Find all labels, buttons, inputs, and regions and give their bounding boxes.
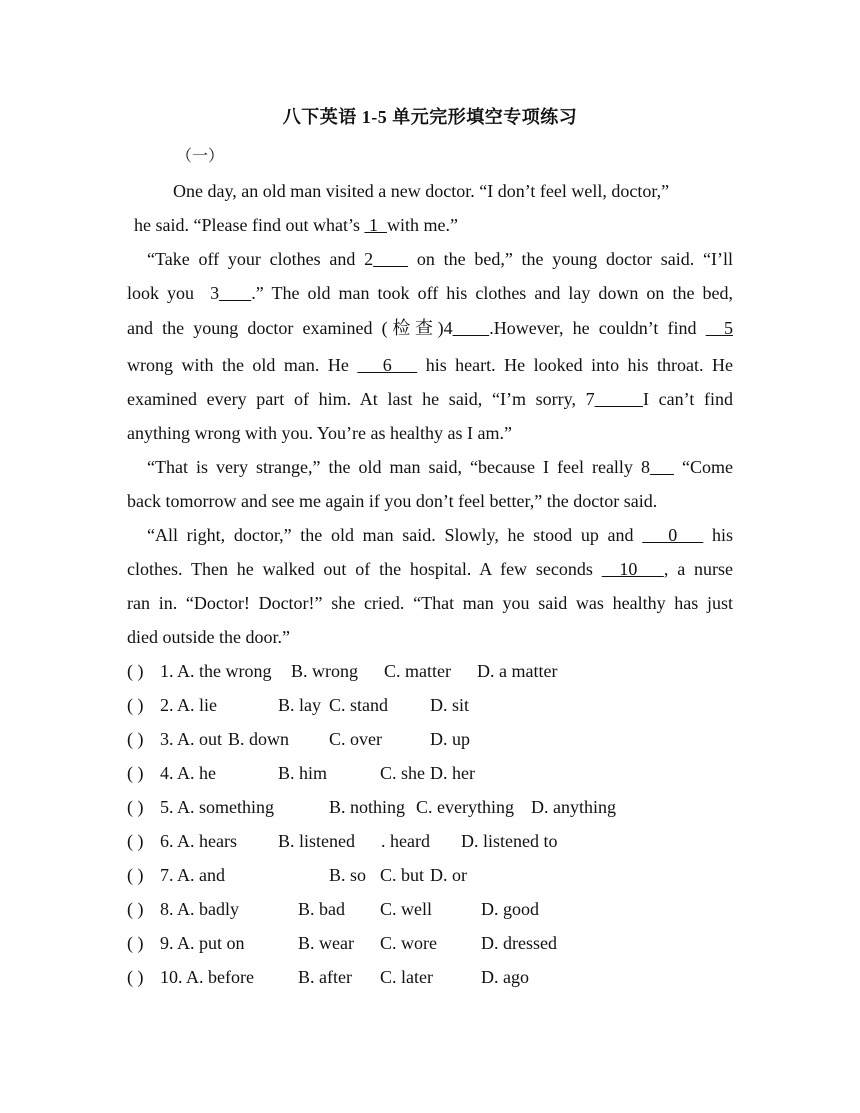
question-option-c: . heard	[381, 831, 430, 851]
passage-line: examined every part of him. At last he said, “I’m sorry, 7 I can’t find	[127, 389, 734, 409]
question-option-c: C. well	[380, 899, 432, 919]
question-option-b: B. down	[228, 729, 290, 749]
question-option-d: D. her	[430, 763, 475, 783]
question-option-b: B. lay	[278, 695, 321, 715]
passage-line: One day, an old man visited a new doctor. “I don’t feel well, doctor,”	[173, 181, 670, 201]
question-option-b: B. after	[298, 967, 352, 987]
passage-line: “All right, doctor,” the old man said. Slowly, he stood up and 0 his	[147, 525, 733, 545]
question-option-b: B. listened	[278, 831, 355, 851]
answer-bracket[interactable]: ( )	[127, 831, 144, 851]
question-option-c: C. wore	[380, 933, 437, 953]
question-option-d: D. anything	[531, 797, 616, 817]
question-option-a: 6. A. hears	[160, 831, 237, 851]
answer-bracket[interactable]: ( )	[127, 797, 144, 817]
question-option-b: B. wear	[298, 933, 354, 953]
answer-bracket[interactable]: ( )	[127, 729, 144, 749]
passage-line: he said. “Please find out what’s 1 with me.”	[134, 215, 458, 235]
question-option-a: 7. A. and	[160, 865, 225, 885]
page-title: 八下英语 1-5 单元完形填空专项练习	[282, 107, 578, 127]
question-option-a: 10. A. before	[160, 967, 254, 987]
passage-line: clothes. Then he walked out of the hospital. A few seconds 10 , a nurse	[127, 559, 734, 579]
question-option-c: C. stand	[329, 695, 389, 715]
answer-bracket[interactable]: ( )	[127, 695, 144, 715]
question-option-c: C. matter	[384, 661, 451, 681]
section-label: （一）	[176, 148, 225, 165]
question-option-a: 9. A. put on	[160, 933, 245, 953]
question-option-a: 1. A. the wrong	[160, 661, 272, 681]
question-option-c: C. later	[380, 967, 433, 987]
passage-line: look you 3 .” The old man took off his clothes and lay down on the bed,	[127, 283, 733, 303]
question-option-a: 4. A. he	[160, 763, 216, 783]
passage-line: “Take off your clothes and 2 on the bed,” the young doctor said. “I’ll	[147, 249, 734, 269]
question-option-d: D. listened to	[461, 831, 558, 851]
passage-line: “That is very strange,” the old man said, “because I feel really 8 “Come	[147, 457, 733, 477]
question-option-d: D. dressed	[481, 933, 557, 953]
passage-line: died outside the door.”	[127, 627, 290, 647]
question-option-d: D. a matter	[477, 661, 558, 681]
question-option-a: 3. A. out	[160, 729, 223, 749]
question-option-c: C. she	[380, 763, 425, 783]
question-option-c: C. over	[329, 729, 382, 749]
question-option-b: B. nothing	[329, 797, 406, 817]
question-option-d: D. good	[481, 899, 539, 919]
answer-bracket[interactable]: ( )	[127, 967, 144, 987]
passage-line: anything wrong with you. You’re as healthy as I am.”	[127, 423, 512, 443]
question-option-d: D. ago	[481, 967, 529, 987]
question-option-d: D. or	[430, 865, 467, 885]
question-option-c: C. everything	[416, 797, 514, 817]
question-option-c: C. but	[380, 865, 425, 885]
question-option-d: D. sit	[430, 695, 470, 715]
answer-bracket[interactable]: ( )	[127, 865, 144, 885]
question-option-a: 8. A. badly	[160, 899, 239, 919]
question-option-b: B. wrong	[291, 661, 358, 681]
passage-line: wrong with the old man. He 6 his heart. He looked into his throat. He	[127, 355, 733, 375]
question-option-d: D. up	[430, 729, 470, 749]
question-option-b: B. him	[278, 763, 328, 783]
question-option-a: 5. A. something	[160, 797, 275, 817]
question-option-b: B. bad	[298, 899, 345, 919]
answer-bracket[interactable]: ( )	[127, 763, 144, 783]
passage-line: ran in. “Doctor! Doctor!” she cried. “That man you said was healthy has just	[127, 593, 733, 613]
passage-line: back tomorrow and see me again if you don’t feel better,” the doctor said.	[127, 491, 658, 511]
passage-line: and the young doctor examined (检查)4 .However, he couldn’t find 5	[127, 318, 733, 338]
question-option-b: B. so	[329, 865, 367, 885]
question-option-a: 2. A. lie	[160, 695, 217, 715]
answer-bracket[interactable]: ( )	[127, 661, 144, 681]
answer-bracket[interactable]: ( )	[127, 899, 144, 919]
answer-bracket[interactable]: ( )	[127, 933, 144, 953]
